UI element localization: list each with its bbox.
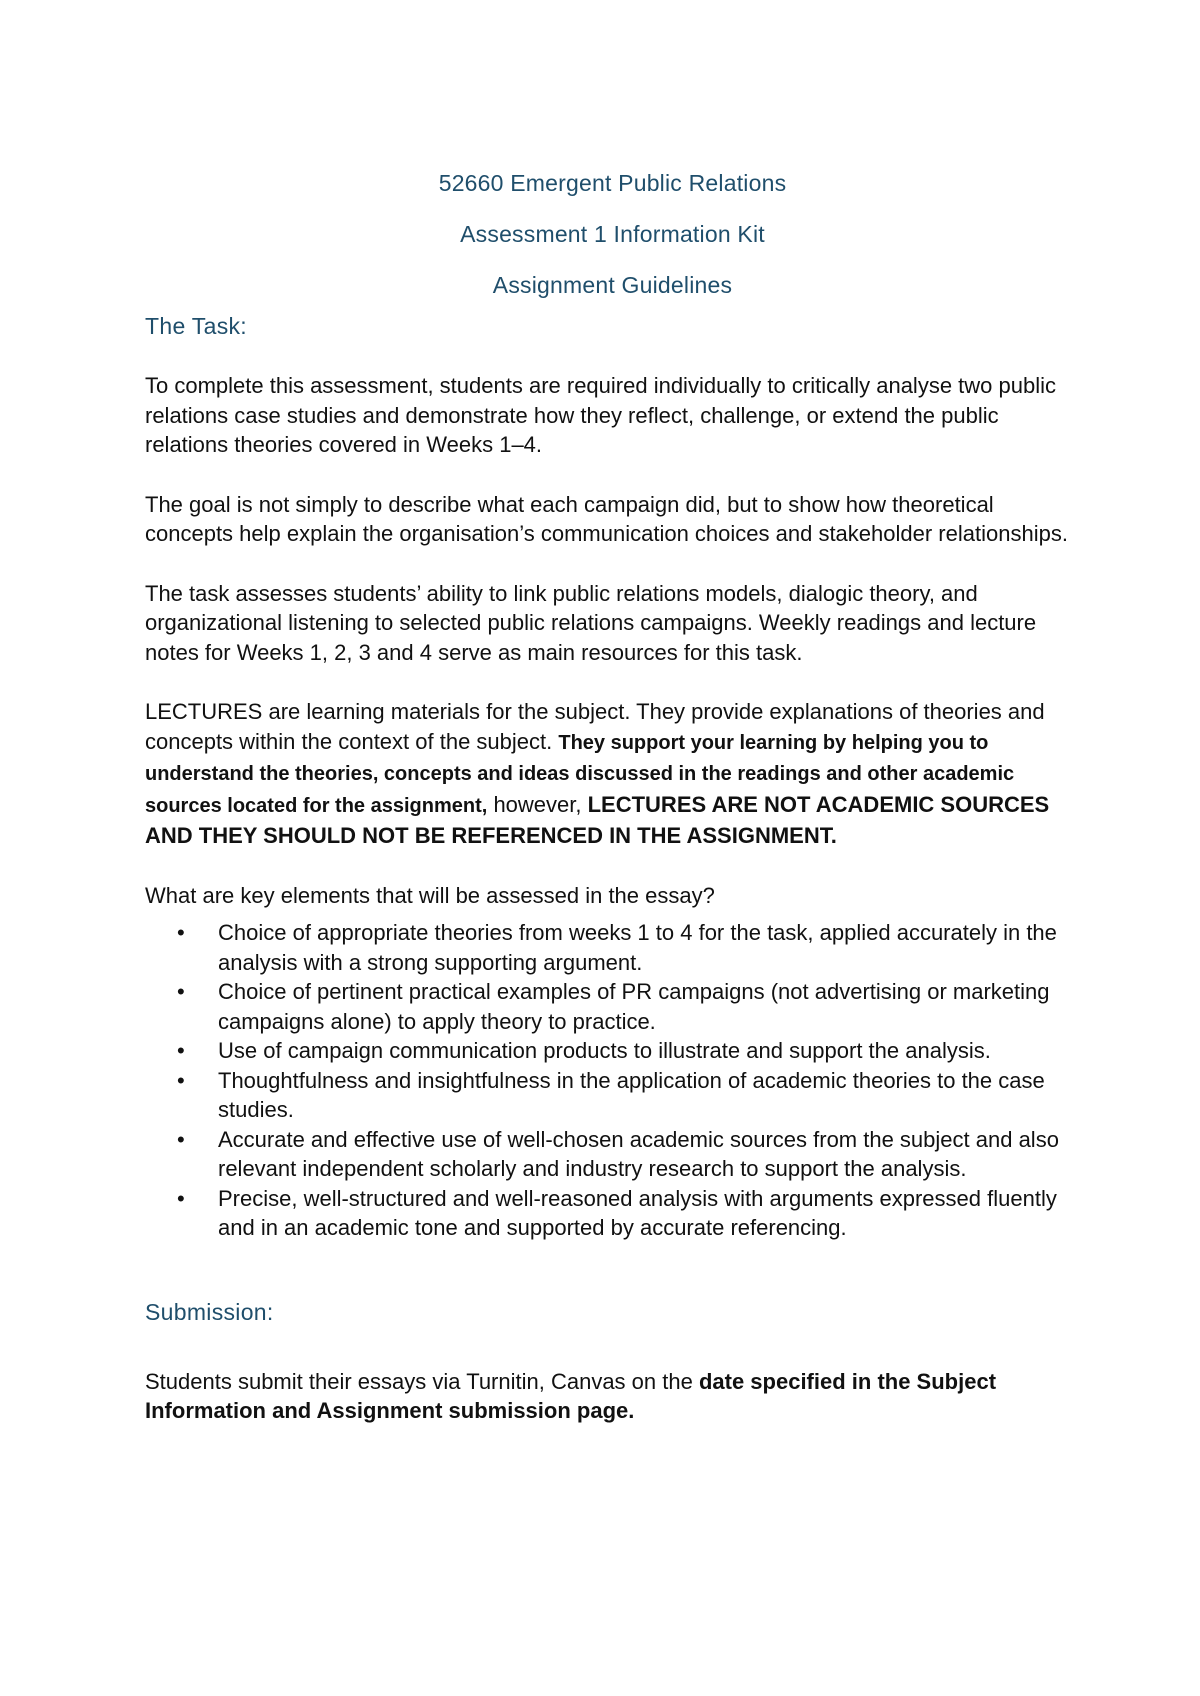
lectures-paragraph — [145, 697, 1080, 851]
criteria-text: Precise, well-structured and well-reasoned analysis with arguments expressed fluently and in an academic tone and supported by accurate referencing. — [218, 1185, 1057, 1240]
list-item — [145, 1184, 1080, 1243]
course-title: 52660 Emergent Public Relations — [438, 170, 787, 196]
task-paragraph-3: The task assesses students’ ability to link public relations models, dialogic theory, and organizational listening to selected public relations campaigns. Weekly readings and lecture notes for Weeks 1, 2, 3 and 4 serve as main resources for this task. — [145, 580, 1037, 665]
submission-heading: Submission: — [145, 1298, 274, 1325]
criteria-text: Use of campaign communication products to illustrate and support the analysis. — [218, 1038, 991, 1063]
list-item — [145, 1125, 1080, 1184]
task-paragraph-1: To complete this assessment, students are required individually to critically analyse two public relations case studies and demonstrate how they reflect, challenge, or extend the public relations theories covered in Weeks 1–4. — [145, 373, 1056, 457]
submission-deadline-note: date specified in the Subject Information and Assignment submission page. — [145, 1368, 997, 1423]
document-page — [145, 158, 1080, 1426]
submission-text: Students submit their essays via Turnitin, Canvas on the — [145, 1368, 699, 1394]
list-item — [145, 1066, 1080, 1125]
list-item — [145, 977, 1080, 1036]
bullet-icon: • — [177, 1126, 185, 1152]
lectures-intro: LECTURES are learning materials for the subject. They provide explanations of theories and concepts within the context of the subject. — [145, 699, 1045, 754]
criteria-text: Choice of pertinent practical examples of PR campaigns (not advertising or marketing campaigns alone) to apply theory to practice. — [218, 979, 1050, 1034]
bullet-icon: • — [177, 920, 185, 945]
list-item — [145, 1036, 1080, 1066]
lectures-connector: however, — [487, 791, 588, 817]
criteria-list — [145, 918, 1080, 1243]
list-item — [145, 918, 1080, 977]
kit-title: Assessment 1 Information Kit — [460, 221, 765, 247]
key-elements-question: What are key elements that will be assessed in the essay? — [145, 882, 715, 908]
bullet-icon: • — [177, 1185, 185, 1211]
bullet-icon: • — [177, 1067, 185, 1093]
criteria-text: Choice of appropriate theories from weeks 1 to 4 for the task, applied accurately in the analysis with a strong supporting argument. — [218, 920, 1057, 975]
guidelines-title: Assignment Guidelines — [492, 272, 733, 298]
bullet-icon: • — [177, 1038, 185, 1063]
lectures-warning: LECTURES ARE NOT ACADEMIC SOURCES AND THEY SHOULD NOT BE REFERENCED IN THE ASSIGNMENT. — [145, 791, 1050, 848]
criteria-text: Accurate and effective use of well-chosen academic sources from the subject and also relevant independent scholarly and industry research to support the analysis. — [218, 1126, 1059, 1181]
submission-paragraph — [145, 1367, 1080, 1426]
bullet-icon: • — [177, 979, 185, 1004]
task-paragraph-2: The goal is not simply to describe what each campaign did, but to show how theoretical concepts help explain the organisation’s communication choices and stakeholder relationships. — [145, 491, 1068, 546]
lectures-bold-note: They support your learning by helping you to understand the theories, concepts and ideas discussed in the readings and other academic sources located for the assignment, — [145, 731, 1015, 817]
criteria-text: Thoughtfulness and insightfulness in the application of academic theories to the case studies. — [218, 1067, 1045, 1122]
task-heading: The Task: — [145, 313, 247, 339]
